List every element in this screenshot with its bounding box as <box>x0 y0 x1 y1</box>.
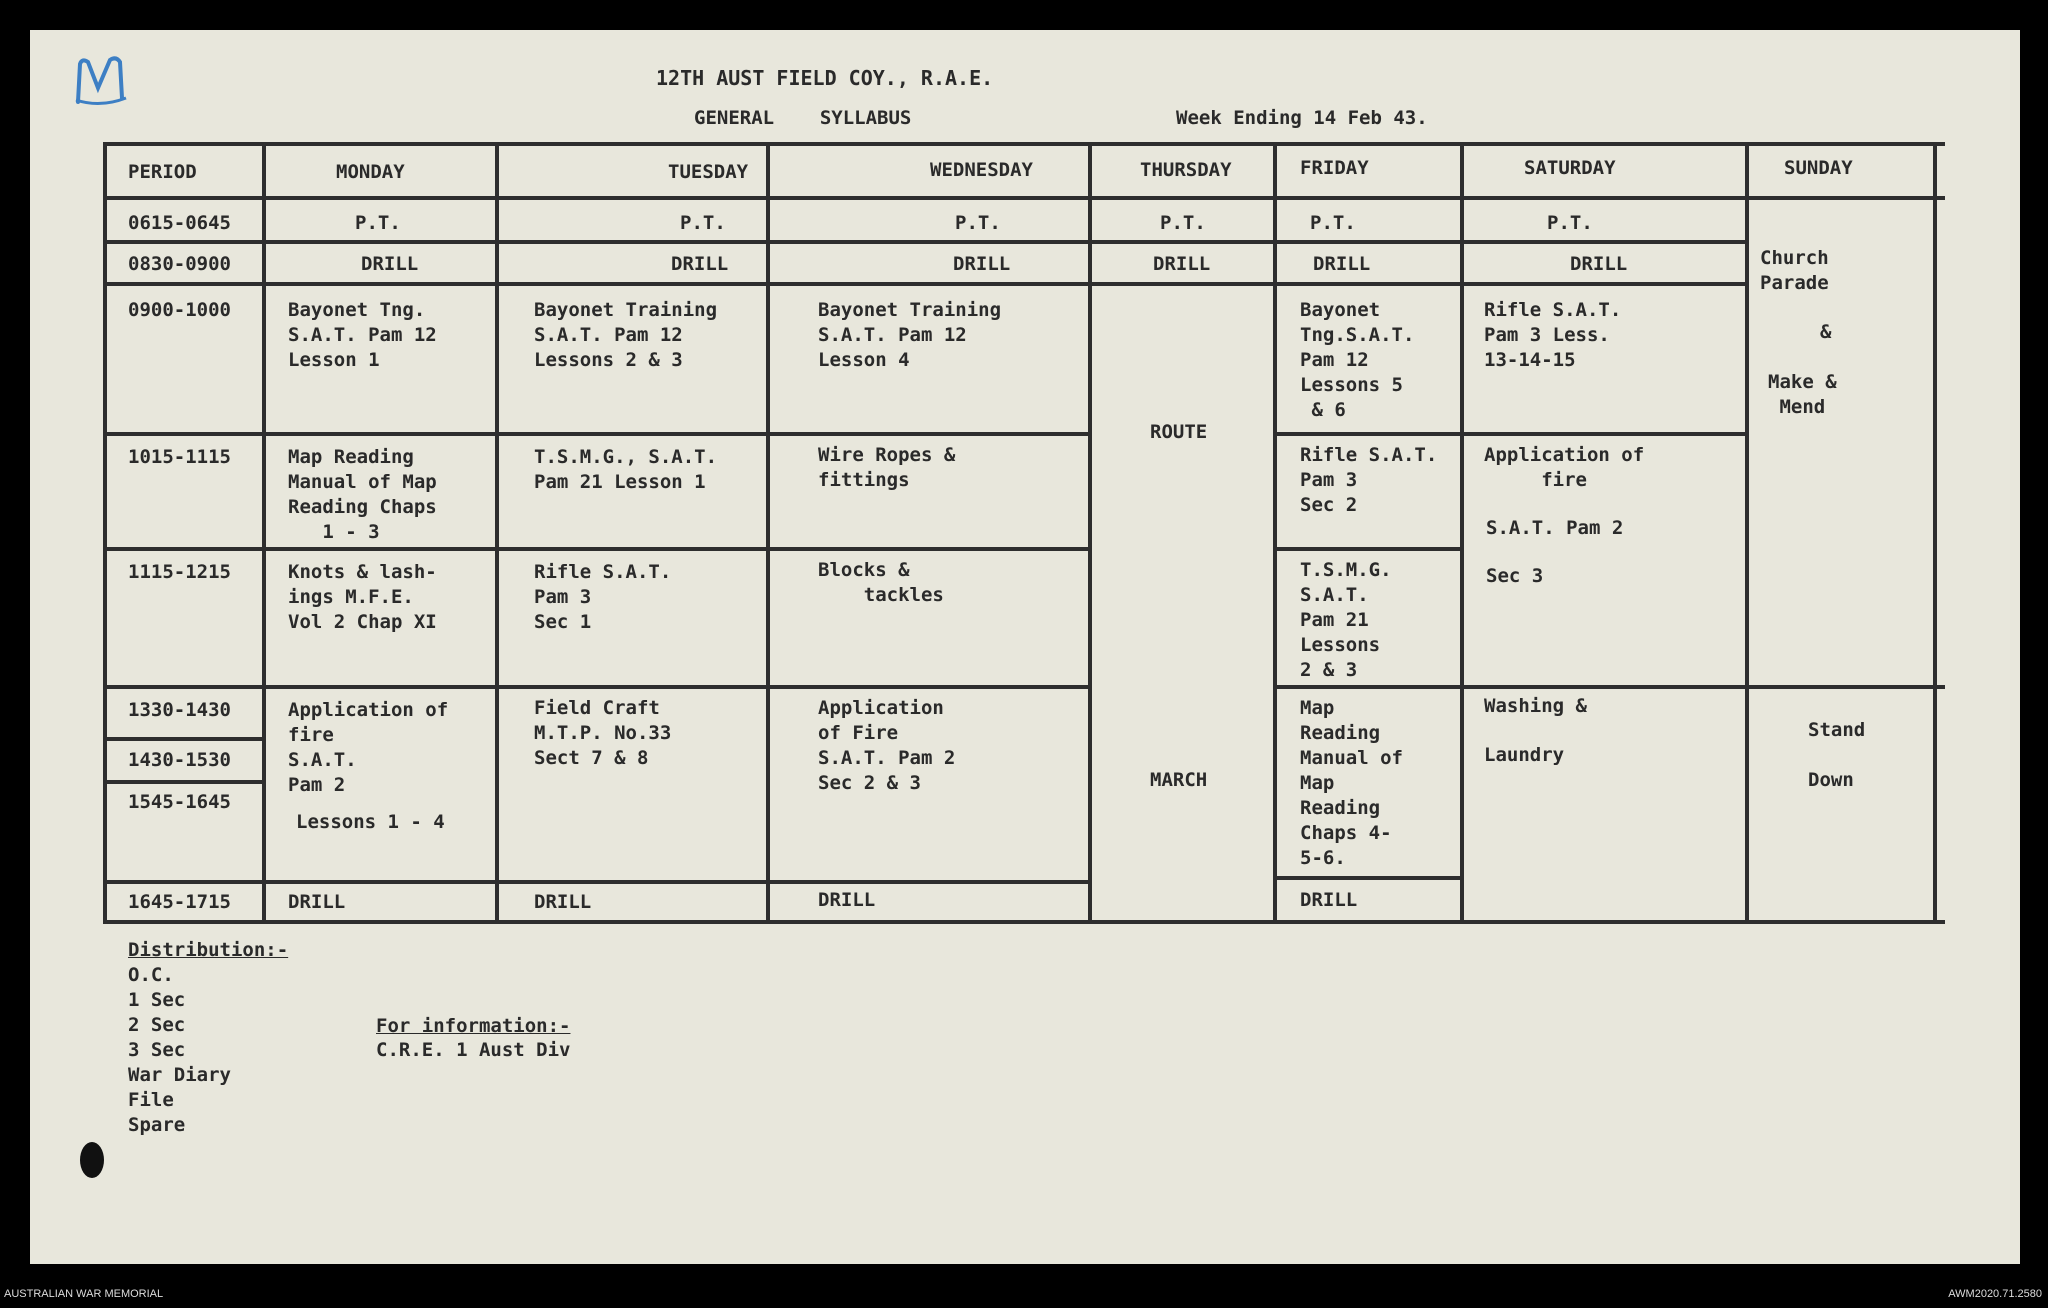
syllabus-title: GENERAL SYLLABUS <box>694 107 912 129</box>
distribution-title: Distribution:- <box>128 939 289 961</box>
distribution-item: O.C. <box>128 964 174 986</box>
distribution-block <box>128 938 288 1138</box>
period-1645: 1645-1715 <box>128 891 231 913</box>
fri-1330: Map Reading Manual of Map Reading Chaps 4- 5-6. <box>1300 697 1403 869</box>
wed-1015: Wire Ropes & fittings <box>818 444 956 491</box>
punch-hole <box>80 1142 104 1178</box>
distribution-item: 1 Sec <box>128 989 186 1011</box>
fri-1015: Rifle S.A.T. Pam 3 Sec 2 <box>1300 444 1438 516</box>
thursday-march: MARCH <box>1150 769 1208 791</box>
information-title: For information:- <box>376 1015 571 1037</box>
period-0615: 0615-0645 <box>128 212 231 234</box>
week-ending: Week Ending 14 Feb 43. <box>1176 107 1428 129</box>
period-1545: 1545-1645 <box>128 791 231 813</box>
header-period: PERIOD <box>128 161 197 183</box>
tue-1330: Field Craft M.T.P. No.33 Sect 7 & 8 <box>534 697 672 769</box>
pt-saturday: P.T. <box>1547 212 1593 234</box>
period-1330: 1330-1430 <box>128 699 231 721</box>
drill-saturday-am: DRILL <box>1570 253 1628 275</box>
period-0900: 0900-1000 <box>128 299 231 321</box>
drill-wednesday-am: DRILL <box>953 253 1011 275</box>
thursday-route: ROUTE <box>1150 421 1208 443</box>
sat-0900: Rifle S.A.T. Pam 3 Less. 13-14-15 <box>1484 299 1622 371</box>
information-text: C.R.E. 1 Aust Div <box>376 1039 571 1061</box>
mon-1330-b: Lessons 1 - 4 <box>296 811 445 833</box>
tue-0900: Bayonet Training S.A.T. Pam 12 Lessons 2 & 3 <box>534 299 718 371</box>
fri-1115: T.S.M.G. S.A.T. Pam 21 Lessons 2 & 3 <box>1300 559 1392 681</box>
sat-1330-a: Washing & <box>1484 695 1587 717</box>
sat-1015-b: S.A.T. Pam 2 <box>1486 517 1624 539</box>
header-monday: MONDAY <box>336 161 405 183</box>
mon-0900: Bayonet Tng. S.A.T. Pam 12 Lesson 1 <box>288 299 437 371</box>
header-wednesday: WEDNESDAY <box>930 159 1033 181</box>
period-1115: 1115-1215 <box>128 561 231 583</box>
distribution-item: 2 Sec <box>128 1014 186 1036</box>
drill-friday-pm: DRILL <box>1300 889 1358 911</box>
mon-1015: Map Reading Manual of Map Reading Chaps 1 - 3 <box>288 446 437 543</box>
header-thursday: THURSDAY <box>1140 159 1232 181</box>
header-tuesday: TUESDAY <box>668 161 749 183</box>
header-friday: FRIDAY <box>1300 157 1369 179</box>
sunday-church: Church Parade <box>1760 247 1829 294</box>
footer-right: AWM2020.71.2580 <box>1948 1288 2042 1300</box>
pt-friday: P.T. <box>1310 212 1356 234</box>
period-1015: 1015-1115 <box>128 446 231 468</box>
footer-left: AUSTRALIAN WAR MEMORIAL <box>4 1288 164 1300</box>
distribution-item: 3 Sec <box>128 1039 186 1061</box>
distribution-item: War Diary <box>128 1064 231 1086</box>
sunday-down: Down <box>1808 769 1854 791</box>
unit-title: 12TH AUST FIELD COY., R.A.E. <box>656 66 994 90</box>
period-0830: 0830-0900 <box>128 253 231 275</box>
distribution-item: Spare <box>128 1114 186 1136</box>
sunday-make-mend: Make & Mend <box>1768 371 1837 418</box>
pt-tuesday: P.T. <box>680 212 726 234</box>
drill-thursday-am: DRILL <box>1153 253 1211 275</box>
fri-0900: Bayonet Tng.S.A.T. Pam 12 Lessons 5 & 6 <box>1300 299 1415 421</box>
drill-tuesday-pm: DRILL <box>534 891 592 913</box>
pt-thursday: P.T. <box>1160 212 1206 234</box>
pt-monday: P.T. <box>355 212 401 234</box>
drill-monday-am: DRILL <box>361 253 419 275</box>
period-1430: 1430-1530 <box>128 749 231 771</box>
drill-tuesday-am: DRILL <box>671 253 729 275</box>
sunday-and: & <box>1820 321 1832 343</box>
sat-1015-a: Application of fire <box>1484 444 1645 491</box>
drill-monday-pm: DRILL <box>288 891 346 913</box>
sat-1330-b: Laundry <box>1484 744 1565 766</box>
wed-0900: Bayonet Training S.A.T. Pam 12 Lesson 4 <box>818 299 1002 371</box>
sunday-stand: Stand <box>1808 719 1866 741</box>
wed-1330: Application of Fire S.A.T. Pam 2 Sec 2 & 3 <box>818 697 956 794</box>
distribution-item: File <box>128 1089 174 1111</box>
drill-friday-am: DRILL <box>1313 253 1371 275</box>
header-saturday: SATURDAY <box>1524 157 1616 179</box>
mon-1115: Knots & lash- ings M.F.E. Vol 2 Chap XI <box>288 561 437 633</box>
document-page <box>30 30 2020 1264</box>
mon-1330: Application of fire S.A.T. Pam 2 <box>288 699 449 796</box>
header-sunday: SUNDAY <box>1784 157 1853 179</box>
wed-1115: Blocks & tackles <box>818 559 944 606</box>
sat-1015-c: Sec 3 <box>1486 565 1544 587</box>
handwritten-mark <box>72 52 132 110</box>
tue-1115: Rifle S.A.T. Pam 3 Sec 1 <box>534 561 672 633</box>
pt-wednesday: P.T. <box>955 212 1001 234</box>
drill-wednesday-pm: DRILL <box>818 889 876 911</box>
tue-1015: T.S.M.G., S.A.T. Pam 21 Lesson 1 <box>534 446 718 493</box>
